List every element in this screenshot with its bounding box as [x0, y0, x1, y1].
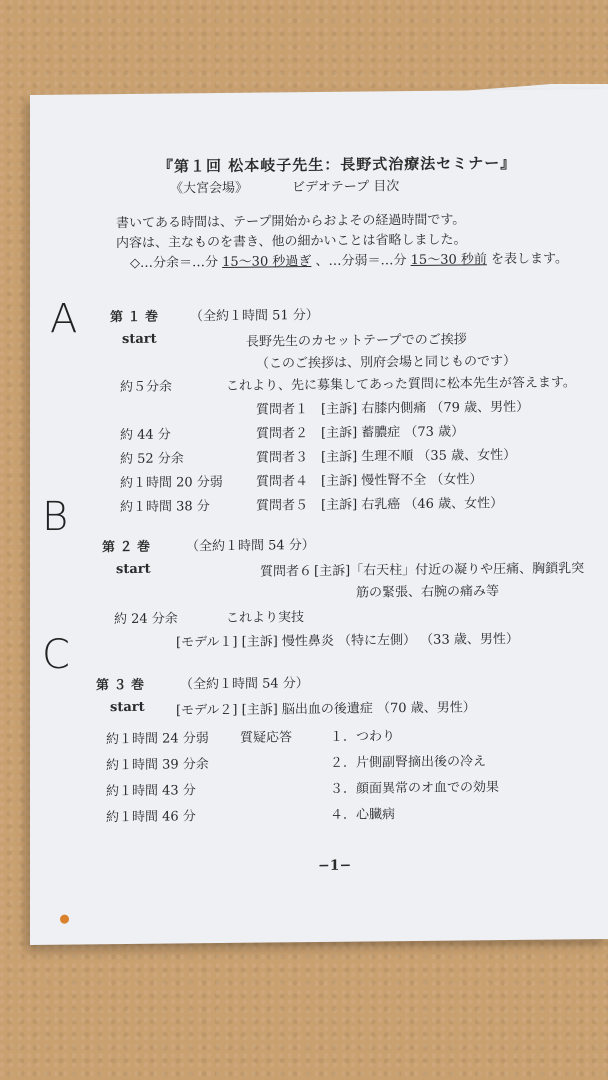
vol1-entry: 質問者２ [主訴] 蓄膿症 （73 歳） [256, 424, 465, 442]
doc-type-label: ビデオテープ 目次 [292, 179, 400, 196]
handwritten-c: C [42, 632, 70, 678]
intro-line-1: 書いてある時間は、テープ開始からおよその経過時間です。 [116, 212, 466, 232]
vol1-entry: 質問者５ [主訴] 右乳癌 （46 歳、女性） [256, 496, 504, 514]
vol2-complaint-2: 筋の緊張、右腕の痛み等 [356, 584, 500, 601]
vol2-model: [モデル１] [主訴] 慢性鼻炎 （特に左側） （33 歳、男性） [176, 631, 519, 651]
vol1-time: 約１時間 20 分弱 [120, 474, 223, 492]
vol1-entry: 質問者４ [主訴] 慢性腎不全 （女性） [256, 472, 483, 490]
handwritten-b: B [42, 494, 69, 540]
vol1-time: start [122, 331, 157, 348]
vol3-qa-label: 質疑応答 [240, 730, 293, 746]
vol1-entry: 質問者３ [主訴] 生理不順 （35 歳、女性） [256, 447, 517, 466]
vol1-label: 第 １ 巻 [110, 309, 159, 326]
vol3-time: 約１時間 43 分 [106, 783, 196, 800]
legend-suffix: を表します。 [491, 251, 568, 268]
vol3-model: [モデル２] [主訴] 脳出血の後遺症 （70 歳、男性） [176, 700, 476, 719]
vol2-label: 第 ２ 巻 [102, 539, 151, 556]
vol1-entry: これより、先に募集してあった質問に松本先生が答えます。 [226, 375, 576, 394]
vol1-time: 約 52 分余 [120, 451, 184, 468]
vol3-time: 約１時間 24 分弱 [106, 731, 209, 748]
vol1-time: 約５分余 [120, 379, 173, 396]
vol3-topic: ２．片側副腎摘出後の冷え [330, 754, 487, 771]
vol2-length: （全約１時間 54 分） [186, 538, 315, 555]
vol3-time: 約１時間 46 分 [106, 809, 196, 826]
stain-mark [60, 915, 69, 924]
vol1-length: （全約１時間 51 分） [190, 307, 319, 325]
vol3-topic: １．つわり [330, 729, 396, 745]
document-page [30, 89, 608, 945]
handwritten-a: A [50, 296, 78, 342]
vol2-complaint-1: [主訴]「右天柱」付近の凝りや圧痛、胸鎖乳突 [314, 561, 585, 580]
vol2-questioner: 質問者６ [260, 564, 313, 580]
vol2-practice: これより実技 [226, 610, 305, 626]
legend-mid: 、…分弱＝…分 [315, 253, 407, 270]
vol1-time: 約 44 分 [120, 427, 171, 444]
legend-line [130, 247, 568, 271]
vol1-entry: 質問者１ [主訴] 右膝内側痛 （79 歳、男性） [256, 399, 530, 418]
venue-label: 《大宮会場》 [170, 180, 249, 197]
vol1-entry: （このご挨拶は、別府会場と同じものです） [256, 353, 517, 372]
vol2-time: 約 24 分余 [114, 611, 178, 628]
vol3-start: start [110, 699, 145, 716]
legend-before: 15～30 秒前 [410, 252, 487, 269]
vol3-length: （全約１時間 54 分） [180, 676, 309, 693]
vol3-topic: ３．顔面異常のオ血での効果 [330, 780, 500, 797]
legend-prefix: ◇…分余＝…分 [130, 255, 218, 271]
vol1-time: 約１時間 38 分 [120, 499, 210, 516]
page-number: −1− [318, 857, 352, 874]
vol2-start: start [116, 561, 151, 578]
vol3-time: 約１時間 39 分余 [106, 757, 209, 774]
vol1-entry: 長野先生のカセットテープでのご挨拶 [246, 332, 467, 350]
vol3-topic: ４．心臓病 [330, 807, 396, 823]
legend-after: 15～30 秒過ぎ [222, 254, 312, 270]
vol3-label: 第 ３ 巻 [96, 677, 145, 694]
document-title: 『第１回 松本岐子先生：長野式治療法セミナー』 [158, 153, 517, 176]
intro-line-2: 内容は、主なものを書き、他の細かいことは省略しました。 [116, 232, 467, 252]
